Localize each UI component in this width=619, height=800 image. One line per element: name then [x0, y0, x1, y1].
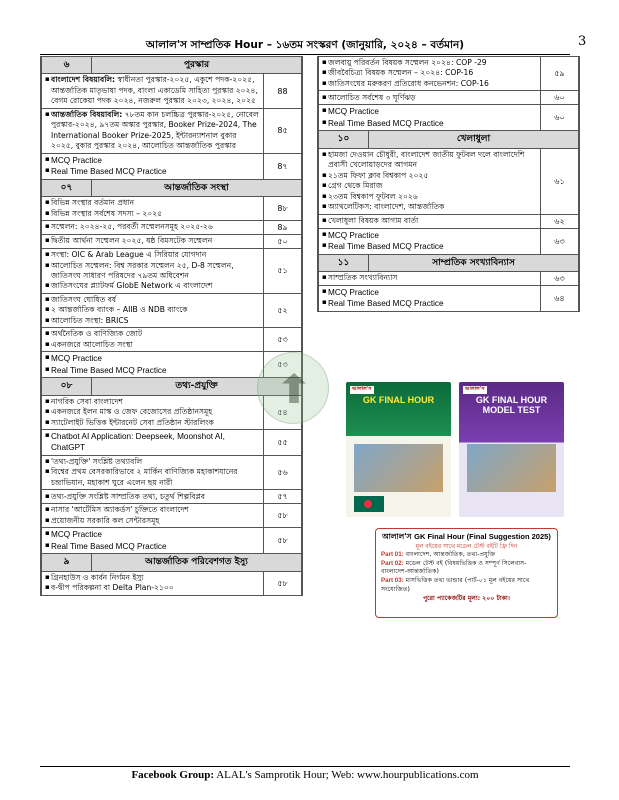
topic-item: [322, 202, 537, 212]
page-ref: ৫৪: [264, 395, 302, 429]
section-header: [319, 131, 579, 148]
topic-text: জাতিসংঘের মরুকরণ প্রতিরোধ কনভেনশন: COP-16: [328, 78, 489, 88]
topic-cell: [319, 271, 541, 285]
page-ref: ৬০: [541, 91, 579, 105]
topic-cell: [42, 293, 264, 327]
page-number: 3: [578, 34, 587, 49]
topic-item: [45, 365, 260, 376]
topic-text: 'তথ্য-প্রযুক্তি' সংশ্লিষ্ট তথ্যাবলি: [51, 456, 143, 466]
topic-text: MCQ Practice: [51, 530, 102, 540]
section-header: [42, 179, 302, 196]
topic-text: সংস্থা: OIC & Arab League এ সিরিয়ার যোগদান: [51, 250, 207, 260]
contents-row: [42, 571, 302, 595]
promo-line-label: Part 01:: [381, 550, 404, 558]
topic-text: Chatbot AI Application: Deepseek, Moonshot AI, ChatGPT: [51, 432, 225, 453]
contents-row: [319, 228, 579, 254]
promo-line-text: মাসভিত্তিক তথ্য ভান্ডার (পার্ট-০১ মূল বইয়ের সাথে সংযোজিত): [381, 576, 530, 593]
contents-row: [319, 214, 579, 228]
topic-cell: [319, 148, 541, 214]
topic-text: আলোচিত সম্মেলন: বিশ্ব সরকার সম্মেলন ২৫, D-8 সম্মেলন, জাতিসংঘ সাধারণ পরিষদের ৭৯তম অধিবেশন: [51, 260, 234, 280]
topic-item: [45, 418, 260, 428]
topic-cell: [42, 197, 264, 221]
promo-lines: [381, 551, 552, 594]
topic-text: নাসার 'আর্টেমিস অ্যাকর্ডস' চুক্তিতে বাংলাদেশ: [51, 505, 189, 515]
topic-text: নাগরিক সেবা বাংলাদেশ: [51, 396, 123, 406]
page-ref: ৫১: [264, 249, 302, 294]
book-title: GK FINAL HOUR: [362, 395, 435, 405]
page-ref: 8৯: [264, 220, 302, 234]
book-cover-gk-final-hour: [346, 382, 451, 517]
section-header: [42, 57, 302, 74]
promo-line-label: Part 03:: [381, 576, 404, 584]
topic-item: [45, 340, 260, 350]
topic-item: [45, 407, 260, 417]
topic-item: [322, 192, 537, 202]
topic-item: [322, 58, 537, 68]
topic-text: ২ আন্তর্জাতিক ব্যাংক – AIIB ও NDB ব্যাংকে: [51, 305, 188, 315]
topic-item: [45, 492, 260, 502]
topic-item: [45, 316, 260, 326]
book-cover-photo: [354, 444, 443, 492]
topic-text: জলবায়ু পরিবর্তন বিষয়ক সম্মেলন ২০২৪: COP -29: [328, 58, 487, 67]
topic-text: গ্রেগ থেকে মিরাজ: [328, 181, 383, 191]
promo-line-text: মডেল টেস্ট বই (বিষয়ভিত্তিক ও সম্পূর্ণ সিলেবাস-বাংলাদেশ-আন্তর্জাতিক): [381, 559, 527, 576]
topic-item: [322, 79, 537, 89]
topic-text: একনজরে ইলন মাস্ক ও জেফ বেজোসের প্রতিষ্ঠানসমূহ: [51, 407, 213, 417]
topic-text: MCQ Practice: [328, 288, 379, 297]
promo-title-text: GK Final Hour (Final Suggestion 2025): [414, 532, 551, 541]
book-brand: আলাল'স: [465, 386, 485, 392]
topic-cell: [42, 249, 264, 294]
contents-row: [319, 271, 579, 285]
contents-row: [42, 455, 302, 489]
page-ref: ৬৪: [541, 286, 579, 312]
topic-text: তথ্য-প্রযুক্তি সংশ্লিষ্ট সাম্প্রতিক তথ্য, চতুর্থ শিল্পবিপ্লব: [51, 491, 206, 501]
topic-text: ২১তম ফিফা ক্লাব বিশ্বকাপ ২০২৫: [328, 170, 429, 180]
topic-item: [45, 505, 260, 515]
topic-text: আলোচিত সর্বশেষ ৩ ঘূর্ণিঝড়: [328, 92, 416, 102]
topic-item: [322, 171, 537, 181]
contents-row: [42, 293, 302, 327]
section-title: আন্তর্জাতিক সংস্থা: [92, 179, 302, 196]
topic-item: [322, 273, 537, 283]
topic-cell: [319, 105, 541, 131]
topic-text: সাম্প্রতিক সংখ্যাবিন্যাস: [328, 273, 398, 283]
page-ref: ৫৮: [264, 528, 302, 554]
topic-text: আলোচিত সংস্থা: BRICS: [51, 315, 129, 325]
page-ref: ৫৩: [264, 352, 302, 378]
page-ref: ৫৫: [264, 430, 302, 456]
promo-price: পুরো প্যাকেজটির মূল্য: ২০০ টাকা।: [422, 595, 511, 603]
topic-text: সম্মেলন: ২০২৪-২৫, পরবর্তী সম্মেলনসমূহ ২০২৫-২৬: [51, 222, 213, 232]
topic-text: অর্থনৈতিক ও বাণিজ্যিক জোট: [51, 329, 143, 339]
topic-text: হামজা দেওয়ান চৌধুরী, বাংলাদেশ জাতীয় ফুটবল দলে বাংলাদেশি প্রবাসী খেলোয়াড়দের আগমন: [328, 149, 525, 170]
topic-text: প্রয়োজনীয় সরকারি কল সেন্টারসমূহ: [51, 515, 160, 525]
topic-text: স্যাটেলাইট ভিত্তিক ইন্টারনেট সেবা প্রতিষ্ঠান স্টারলিংক: [51, 417, 214, 427]
book-cover-model-test: [459, 382, 564, 517]
topic-cell: [42, 504, 264, 528]
topic-item: [45, 573, 260, 583]
contents-row: [42, 235, 302, 249]
footer-divider: [40, 766, 570, 767]
topic-heading: আন্তর্জাতিক বিষয়াবলি:: [51, 109, 123, 119]
topic-item: [45, 155, 260, 166]
left-contents-table: [41, 56, 302, 596]
topic-cell: [42, 395, 264, 429]
topic-item: [45, 75, 260, 106]
page-ref: ৫৬: [264, 455, 302, 489]
topic-cell: [42, 328, 264, 352]
page-ref: 8৫: [264, 108, 302, 153]
topic-text: গ্রিনহাউস ও কার্বন নির্গমন ইস্যু: [51, 572, 144, 582]
topic-text: বিভিন্ন সংস্থার সর্বশেষ সদস্য – ২০২৫: [51, 208, 163, 218]
section-number: ৯: [42, 554, 92, 571]
contents-row: [319, 286, 579, 312]
promo-line: [381, 560, 552, 577]
page-ref: 8৭: [264, 153, 302, 179]
promo-title-brand: আলাল'স: [382, 532, 412, 541]
topic-item: [45, 457, 260, 467]
topic-text: ২৩তম বিশ্বকাপ ফুটবল ২০২৬: [328, 191, 418, 201]
topic-text: জাতিসংঘের প্ল্যাটফর্ম GlobE Network এ বাংলাদেশ: [51, 281, 213, 291]
promo-line-label: Part 02:: [381, 559, 404, 567]
topic-item: [322, 181, 537, 191]
contents-row: [42, 490, 302, 504]
footer: [40, 769, 570, 781]
promo-title: [381, 532, 552, 543]
topic-item: [45, 529, 260, 540]
topic-cell: [42, 108, 264, 153]
footer-text: ALAL's Samprotik Hour; Web: www.hourpublications.com: [214, 769, 479, 781]
topic-item: [322, 216, 537, 226]
topic-text: Real Time Based MCQ Practice: [328, 242, 444, 252]
left-column: [40, 56, 303, 596]
topic-item: [45, 397, 260, 407]
topic-item: [322, 118, 537, 129]
topic-item: [45, 516, 260, 526]
promo-line-text: বাংলাদেশ, আন্তর্জাতিক, তথ্য-প্রযুক্তি: [403, 550, 496, 558]
publisher-watermark-logo: [257, 352, 329, 424]
page-ref: ৬২: [541, 214, 579, 228]
section-title: পুরস্কার: [92, 57, 302, 74]
topic-text: Real Time Based MCQ Practice: [328, 118, 444, 128]
right-column: [317, 56, 580, 312]
topic-item: [45, 209, 260, 219]
topic-text: MCQ Practice: [51, 354, 102, 364]
topic-item: [322, 106, 537, 117]
topic-item: [45, 431, 260, 454]
book-covers: [346, 382, 566, 517]
page-ref: 8৮: [264, 197, 302, 221]
topic-text: ব-দ্বীপ পরিকল্পনা বা Delta Plan-২১০০: [51, 583, 174, 593]
topic-item: [322, 287, 537, 298]
section-title: খেলাধুলা: [369, 131, 579, 148]
topic-cell: [42, 153, 264, 179]
topic-text: বিভিন্ন সংস্থার বর্তমান প্রধান: [51, 198, 135, 208]
topic-item: [45, 166, 260, 177]
topic-cell: [319, 57, 541, 91]
topic-item: [45, 222, 260, 232]
contents-row: [42, 249, 302, 294]
section-header: [42, 554, 302, 571]
topic-item: [45, 583, 260, 593]
section-number: ০৮: [42, 378, 92, 395]
page-ref: ৬০: [541, 105, 579, 131]
header-divider: [40, 54, 570, 55]
topic-text: খেলাধুলা বিষয়ক আগাম বার্তা: [328, 215, 419, 225]
promo-subtitle: মূল বইয়ের সাথে মডেল টেস্ট বইটি ফ্রি দিন: [415, 542, 518, 550]
page-ref: ৫৮: [264, 571, 302, 595]
contents-row: [42, 528, 302, 554]
topic-item: [45, 281, 260, 291]
topic-heading: বাংলাদেশ বিষয়াবলি:: [51, 75, 116, 85]
topic-item: [322, 150, 537, 171]
topic-cell: [42, 490, 264, 504]
topic-item: [45, 110, 260, 152]
promo-line: [381, 551, 552, 560]
page-ref: ৫৮: [264, 504, 302, 528]
contents-row: [319, 105, 579, 131]
section-title: তথ্য-প্রযুক্তি: [92, 378, 302, 395]
topic-text: MCQ Practice: [328, 230, 379, 240]
topic-item: [45, 198, 260, 208]
section-title: আন্তর্জাতিক পরিবেশগত ইস্যু: [92, 554, 302, 571]
topic-text: অ্যাথলেটিকস: বাংলাদেশ, আন্তর্জাতিক: [328, 202, 445, 212]
contents-row: [42, 430, 302, 456]
page-ref: ৬৩: [541, 228, 579, 254]
topic-cell: [42, 528, 264, 554]
topic-text: দ্বিতীয় আর্থনা সম্মেলন ২০২৫, ষষ্ঠ বিমসটেক সম্মেলন: [51, 236, 213, 246]
page-ref: ৫৯: [541, 57, 579, 91]
topic-cell: [319, 286, 541, 312]
topic-cell: [42, 455, 264, 489]
book-title: GK FINAL HOUR MODEL TEST: [475, 395, 548, 415]
topic-item: [322, 230, 537, 241]
contents-row: [42, 220, 302, 234]
topic-cell: [42, 352, 264, 378]
contents-row: [42, 328, 302, 352]
topic-item: [45, 541, 260, 552]
page-ref: ৫৩: [264, 328, 302, 352]
topic-item: [45, 261, 260, 282]
topic-text: একনজরে আলোচিত সংস্থা: [51, 339, 133, 349]
page-ref: 88: [264, 74, 302, 108]
section-header: [319, 254, 579, 271]
section-number: ৬: [42, 57, 92, 74]
topic-text: বিশ্বের প্রথম বেসরকারিভাবে ২ মার্কিন বাণিজ্যিক মহাকাশযানের চন্দ্রাভিযান, মহাকাশ ঘুরে এলেন ছয় নারী: [51, 467, 238, 487]
page-ref: ৫০: [264, 235, 302, 249]
topic-text: Real Time Based MCQ Practice: [328, 299, 444, 309]
page-ref: ৬১: [541, 148, 579, 214]
section-number: ১০: [319, 131, 369, 148]
topic-cell: [319, 214, 541, 228]
topic-cell: [319, 91, 541, 105]
footer-label: Facebook Group:: [131, 769, 215, 781]
book-cover-photo: [467, 444, 556, 492]
topic-cell: [42, 74, 264, 108]
contents-row: [42, 197, 302, 221]
section-title: সাম্প্রতিক সংখ্যাবিন্যাস: [369, 254, 579, 271]
topic-text: জীববৈচিত্র্য বিষয়ক সম্মেলন – ২০২৪: COP-16: [328, 68, 474, 78]
book-brand: আলাল'স: [352, 386, 372, 392]
topic-cell: [42, 235, 264, 249]
contents-row: [42, 108, 302, 153]
topic-item: [45, 250, 260, 260]
topic-item: [45, 353, 260, 364]
section-number: ০৭: [42, 179, 92, 196]
contents-row: [319, 148, 579, 214]
page-ref: ৬৩: [541, 271, 579, 285]
topic-item: [45, 295, 260, 305]
topic-text: জাতিসংঘ ঘোষিত বর্ষ: [51, 294, 117, 304]
promo-line: [381, 577, 552, 594]
contents-row: [319, 57, 579, 91]
topic-item: [45, 236, 260, 246]
section-number: ১১: [319, 254, 369, 271]
bangladesh-flag-icon: [354, 496, 384, 512]
topic-text: MCQ Practice: [328, 107, 379, 117]
topic-cell: [319, 228, 541, 254]
topic-cell: [42, 430, 264, 456]
topic-item: [45, 329, 260, 339]
right-contents-table: [318, 56, 579, 312]
topic-item: [322, 93, 537, 103]
topic-cell: [42, 571, 264, 595]
topic-text: Real Time Based MCQ Practice: [51, 365, 167, 375]
page-ref: ৫৭: [264, 490, 302, 504]
contents-row: [42, 153, 302, 179]
topic-item: [322, 68, 537, 78]
topic-text: Real Time Based MCQ Practice: [51, 167, 167, 177]
topic-item: [322, 241, 537, 252]
contents-row: [42, 74, 302, 108]
topic-text: Real Time Based MCQ Practice: [51, 541, 167, 551]
topic-cell: [42, 220, 264, 234]
topic-item: [322, 298, 537, 309]
contents-row: [42, 504, 302, 528]
topic-item: [45, 467, 260, 488]
page-ref: ৫২: [264, 293, 302, 327]
topic-text: MCQ Practice: [51, 155, 102, 165]
topic-text: ৭৮তম কান চলচ্চিত্র পুরস্কার-২০২৫, নোবেল পুরস্কার-২০২৪, ৯৭তম অস্কার পুরস্কার, Booker Prize-2024, The International Booker Prize-2025, ইন্টারন্যাশনাল বুকার ২০২৫, বুকার পুরস্কার ২০২৪, আলোচিত আন্তর্জাতিক পুরস্কার: [51, 109, 259, 151]
topic-item: [45, 305, 260, 315]
promo-box: [375, 528, 558, 618]
contents-row: [319, 91, 579, 105]
topic-text: স্বাধীনতা পুরস্কার-২০২৫, একুশে পদক-২০২৫, আন্তর্জাতিক মাতৃভাষা পদক, বাংলা একাডেমি সাহিত্য পুরস্কার ২০২৪, বেগম রোকেয়া পদক ২০২৪, নজরুল পুরস্কার ২০২৩, ২০২৪, ২০২৫: [51, 75, 258, 106]
page-title: আলাল'স সাম্প্রতিক Hour – ১৬তম সংস্করণ (জানুয়ারি, ২০২৪ – বর্তমান): [145, 39, 465, 51]
